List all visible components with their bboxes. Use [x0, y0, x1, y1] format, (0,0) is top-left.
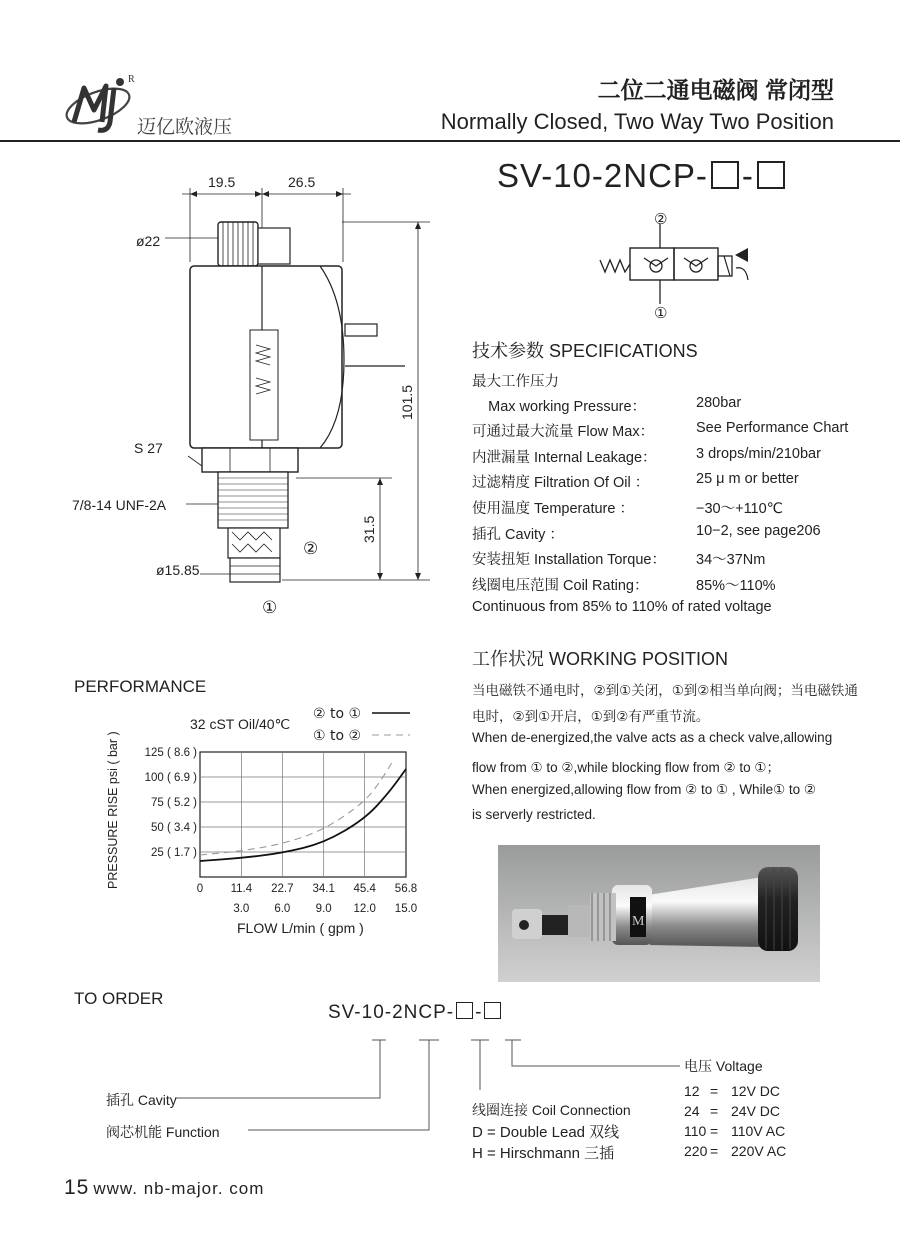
spec-value: 25 μ m or better — [696, 471, 799, 487]
working-line: 电时，②到①开启，①到②有严重节流。 — [472, 709, 710, 724]
spec-label: 最大工作压力 — [472, 374, 559, 390]
working-line: When de-energized,the valve acts as a check valve,allowing — [472, 730, 833, 745]
working-line: When energized,allowing flow from ② to ① , While① to ② — [472, 782, 817, 797]
voltage-eq: = — [710, 1143, 719, 1159]
x-tick-label: 22.7 — [271, 883, 294, 895]
working-line: is serverly restricted. — [472, 807, 596, 822]
y-tick-label: 100 ( 6.9 ) — [144, 772, 197, 784]
chart-x-label: FLOW L/min ( gpm ) — [237, 920, 364, 936]
voltage-code: 220 — [684, 1143, 708, 1159]
spec-value: 280bar — [696, 395, 742, 411]
voltage-eq: = — [710, 1123, 719, 1139]
header-rule — [0, 140, 900, 142]
working-line: 当电磁铁不通电时，②到①关闭，①到②相当单向阀；当电磁铁通 — [472, 683, 858, 698]
spec-label: 插孔 Cavity ： — [472, 527, 564, 543]
y-tick-label: 25 ( 1.7 ) — [150, 847, 197, 859]
order-model-prefix: SV-10-2NCP- — [328, 1002, 455, 1023]
series-line-0 — [200, 769, 406, 861]
voltage-value: 12V DC — [731, 1083, 781, 1099]
performance-title: PERFORMANCE — [74, 677, 207, 696]
spec-value: 3 drops/min/210bar — [696, 446, 821, 462]
dim-26-5: 26.5 — [288, 174, 316, 190]
model-sep: - — [741, 157, 754, 194]
voltage-eq: = — [710, 1083, 719, 1099]
order-voltage-title: 电压 Voltage — [684, 1058, 763, 1074]
photo-logo-mark: M — [632, 914, 645, 929]
x-tick-label: 34.1 — [312, 883, 335, 895]
spec-value: 10−2, see page206 — [696, 523, 821, 539]
legend-label: ② to ① — [313, 706, 362, 722]
footer-url: www. nb-major. com — [93, 1179, 265, 1198]
order-function: 阀芯机能 Function — [106, 1124, 220, 1140]
x-tick-secondary-label: 6.0 — [274, 903, 291, 915]
model-box-1 — [711, 161, 739, 189]
symbol-port-bottom: ① — [654, 304, 668, 320]
order-coil-h: H = Hirschmann 三插 — [472, 1145, 615, 1162]
voltage-value: 24V DC — [731, 1103, 781, 1119]
order-coil-title: 线圈连接 Coil Connection — [472, 1102, 631, 1118]
spec-value: See Performance Chart — [696, 420, 849, 436]
voltage-code: 110 — [684, 1123, 707, 1139]
page-number: 15 — [64, 1176, 90, 1199]
dim-19-5: 19.5 — [208, 174, 236, 190]
x-tick-secondary-label: 9.0 — [315, 903, 332, 915]
voltage-value: 220V AC — [731, 1143, 787, 1159]
x-tick-label: 56.8 — [394, 883, 418, 895]
series-line-1 — [200, 762, 392, 855]
chart-ticks — [145, 747, 418, 915]
spec-value: −30～+110℃ — [696, 501, 783, 517]
footer — [64, 1176, 264, 1200]
order-title: TO ORDER — [74, 989, 164, 1008]
spec-label: 使用温度 Temperature ： — [472, 501, 634, 517]
order-coil-d: D = Double Lead 双线 — [472, 1124, 620, 1141]
x-tick-secondary-label: 3.0 — [233, 903, 250, 915]
voltage-eq: = — [710, 1103, 719, 1119]
spec-value: 85%～110% — [696, 578, 776, 594]
y-tick-label: 50 ( 3.4 ) — [150, 822, 197, 834]
dim-s27: S 27 — [134, 440, 163, 456]
drawing-port-1: ① — [262, 598, 278, 618]
order-model — [328, 1002, 503, 1024]
hydraulic-symbol — [598, 210, 768, 320]
drawing-port-2: ② — [303, 539, 319, 559]
company-logo — [62, 72, 138, 138]
spec-label: 内泄漏量 Internal Leakage： — [472, 450, 657, 466]
performance-chart — [95, 700, 440, 945]
working-line: flow from ① to ②,while blocking flow from ② to ①； — [472, 760, 780, 775]
x-tick-label: 45.4 — [353, 883, 376, 895]
model-prefix: SV-10-2NCP- — [497, 157, 708, 194]
order-model-sep: - — [475, 1002, 483, 1023]
chart-oil-label: 32 cST Oil/40℃ — [190, 716, 291, 732]
dim-dia22: ø22 — [136, 233, 161, 249]
chart-legend — [313, 706, 410, 744]
x-tick-label: 0 — [196, 883, 204, 895]
working-title: 工作状况 WORKING POSITION — [472, 649, 729, 669]
voltage-code: 12 — [684, 1083, 700, 1099]
model-number — [497, 157, 788, 195]
dim-31-5: 31.5 — [361, 515, 377, 543]
spec-label: Max working Pressure： — [472, 399, 647, 415]
spec-label: 过滤精度 Filtration Of Oil ： — [472, 475, 650, 491]
dim-101-5: 101.5 — [399, 384, 415, 420]
logo-registered-mark: R — [128, 74, 135, 85]
legend-label: ① to ② — [313, 728, 362, 744]
x-tick-label: 11.4 — [230, 883, 253, 895]
page-title-cn: 二位二通电磁阀 常闭型 — [597, 77, 834, 103]
voltage-value: 110V AC — [731, 1123, 786, 1139]
page-title-en: Normally Closed, Two Way Two Position — [440, 109, 834, 134]
product-photo — [498, 845, 820, 982]
model-box-2 — [757, 161, 785, 189]
spec-label: 安装扭矩 Installation Torque： — [472, 552, 666, 568]
symbol-port-top: ② — [654, 210, 668, 228]
voltage-code: 24 — [684, 1103, 700, 1119]
order-box-1 — [456, 1002, 473, 1019]
specs-title: 技术参数 SPECIFICATIONS — [472, 341, 698, 361]
company-name: 迈亿欧液压 — [137, 117, 233, 138]
dim-thread: 7/8-14 UNF-2A — [72, 497, 167, 513]
order-box-2 — [484, 1002, 501, 1019]
spec-label: 可通过最大流量 Flow Max： — [472, 424, 655, 440]
y-tick-label: 75 ( 5.2 ) — [150, 797, 197, 809]
x-tick-secondary-label: 15.0 — [394, 903, 418, 915]
order-cavity: 插孔 Cavity — [106, 1092, 177, 1108]
y-tick-label: 125 ( 8.6 ) — [144, 747, 197, 759]
dim-dia15: ø15.85 — [156, 562, 200, 578]
x-tick-secondary-label: 12.0 — [353, 903, 376, 915]
spec-label: Continuous from 85% to 110% of rated voltage — [472, 599, 772, 615]
spec-value: 34～37Nm — [696, 552, 766, 568]
valve-drawing — [60, 160, 460, 630]
chart-y-label: PRESSURE RISE psi ( bar ) — [106, 731, 120, 889]
spec-label: 线圈电压范围 Coil Rating： — [472, 578, 649, 594]
